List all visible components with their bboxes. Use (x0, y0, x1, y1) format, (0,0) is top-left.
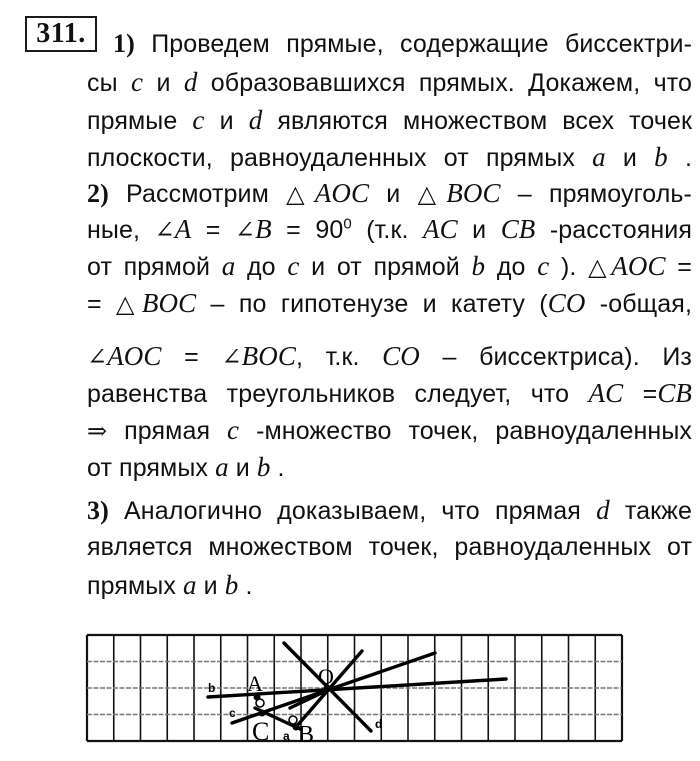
math-var: A (174, 214, 192, 244)
geometry-diagram (0, 600, 700, 761)
text-run: – биссектриса). Из (419, 343, 692, 371)
text-run: и (605, 144, 655, 172)
text-run: до (235, 253, 288, 281)
point-C (259, 710, 266, 717)
text-line (87, 249, 692, 283)
text-run: от прямой (87, 253, 222, 281)
line-label-c: c (229, 706, 236, 720)
text-run: = (623, 380, 658, 408)
math-var: c (537, 251, 550, 281)
text-run: . (238, 572, 253, 600)
text-run: Аналогично доказываем, что прямая (108, 497, 597, 525)
text-line (87, 376, 692, 410)
point-label-B: B (298, 722, 315, 748)
text-line (87, 65, 692, 99)
text-run: -множество точек, равноудаленных (239, 417, 692, 445)
math-symbol: ⇒ (87, 417, 108, 445)
text-run: и от прямой (299, 253, 472, 281)
math-var: B (255, 214, 272, 244)
right-angle-mark (289, 716, 297, 724)
text-line (87, 530, 692, 564)
math-var: c (131, 67, 144, 97)
text-run: и (457, 216, 501, 244)
math-var: CO (547, 288, 586, 318)
text-line (87, 286, 692, 320)
text-line (87, 413, 692, 447)
text-line (113, 27, 692, 61)
text-run: Рассмотрим (108, 180, 287, 208)
math-symbol: ∠ (154, 216, 175, 244)
point-label-O: O (318, 664, 334, 689)
math-var: CO (382, 341, 420, 371)
math-var: c (287, 251, 300, 281)
math-symbol: ∠ (87, 343, 108, 371)
math-var: BOC (446, 178, 501, 208)
math-symbol: △ (286, 180, 315, 208)
text-run: (т.к. (351, 216, 424, 244)
text-run: = (87, 290, 117, 318)
text-line (87, 212, 692, 246)
text-run: и (143, 69, 184, 97)
line-label-b: b (208, 681, 216, 695)
text-line (87, 339, 692, 373)
text-run: до (485, 253, 538, 281)
math-var: d (248, 105, 263, 135)
text-run: – прямоуголь- (500, 180, 692, 208)
step-number: 2) (87, 179, 109, 208)
text-line (87, 140, 692, 174)
text-run: и (204, 107, 249, 135)
point-label-A: A (247, 671, 263, 696)
text-run: является множеством точек, равноудаленных от (87, 533, 692, 561)
math-var: CB (657, 378, 693, 408)
text-run: образовавшихся прямых. Докажем, что (197, 69, 692, 97)
text-run: равенства треугольников следует, что (87, 380, 589, 408)
text-run: прямая (107, 417, 228, 445)
math-var: AC (588, 378, 624, 408)
text-run: = (161, 343, 222, 371)
math-var: BOC (141, 288, 197, 318)
step-number: 1) (113, 29, 135, 58)
text-run: . (667, 144, 692, 172)
text-run: – по гипотенузе и катету ( (196, 290, 548, 318)
math-var: AOC (611, 251, 666, 281)
text-run: и (196, 572, 225, 600)
text-run: и (369, 180, 418, 208)
math-var: a (215, 452, 229, 482)
problem-number: 311. (25, 16, 97, 52)
line-label-a: a (283, 729, 290, 743)
text-line (87, 103, 692, 137)
math-symbol: ∠ (234, 216, 256, 244)
text-run: ). (549, 253, 589, 281)
text-run: ные, (87, 216, 155, 244)
math-var: BOC (241, 341, 296, 371)
math-var: d (183, 67, 198, 97)
point-label-C: C (252, 717, 270, 746)
right-angle-mark (256, 699, 264, 707)
text-line (87, 176, 692, 210)
step-number: 3) (87, 496, 109, 525)
text-run: = (191, 216, 235, 244)
math-var: b (654, 142, 668, 172)
text-run: = 90 (271, 216, 344, 244)
text-line (87, 568, 692, 602)
math-var: AOC (107, 341, 162, 371)
text-run: от прямых (87, 454, 216, 482)
text-run: , т.к. (295, 343, 383, 371)
text-run: Проведем прямые, содержащие биссектри- (134, 30, 692, 58)
math-var: c (192, 105, 205, 135)
math-var: CB (500, 214, 536, 244)
text-run: прямых (87, 572, 184, 600)
line-label-d: d (375, 717, 383, 731)
text-run: плоскости, равноудаленных от прямых (87, 144, 593, 172)
math-var: a (183, 570, 197, 600)
math-var: b (256, 452, 271, 482)
math-var: c (227, 415, 240, 445)
math-var: AOC (314, 178, 370, 208)
text-run: также (609, 497, 692, 525)
text-line (87, 493, 692, 527)
text-run: прямые (87, 107, 193, 135)
text-run: и (228, 454, 257, 482)
math-var: a (592, 142, 606, 172)
math-var: b (471, 251, 486, 281)
math-var: b (224, 570, 239, 600)
text-run: -расстояния (535, 216, 692, 244)
math-symbol: △ (588, 253, 612, 281)
text-run: -общая, (585, 290, 692, 318)
text-line (87, 450, 692, 484)
math-symbol: △ (417, 180, 447, 208)
math-symbol: ∠ (221, 343, 242, 371)
degree-mark: 0 (343, 215, 352, 233)
text-run: сы (87, 69, 132, 97)
math-var: d (596, 495, 610, 525)
text-run: являются множеством всех точек (262, 107, 692, 135)
math-var: a (221, 251, 236, 281)
text-run: . (270, 454, 285, 482)
math-var: AC (423, 214, 458, 244)
math-symbol: △ (116, 290, 142, 318)
text-run: = (665, 253, 692, 281)
